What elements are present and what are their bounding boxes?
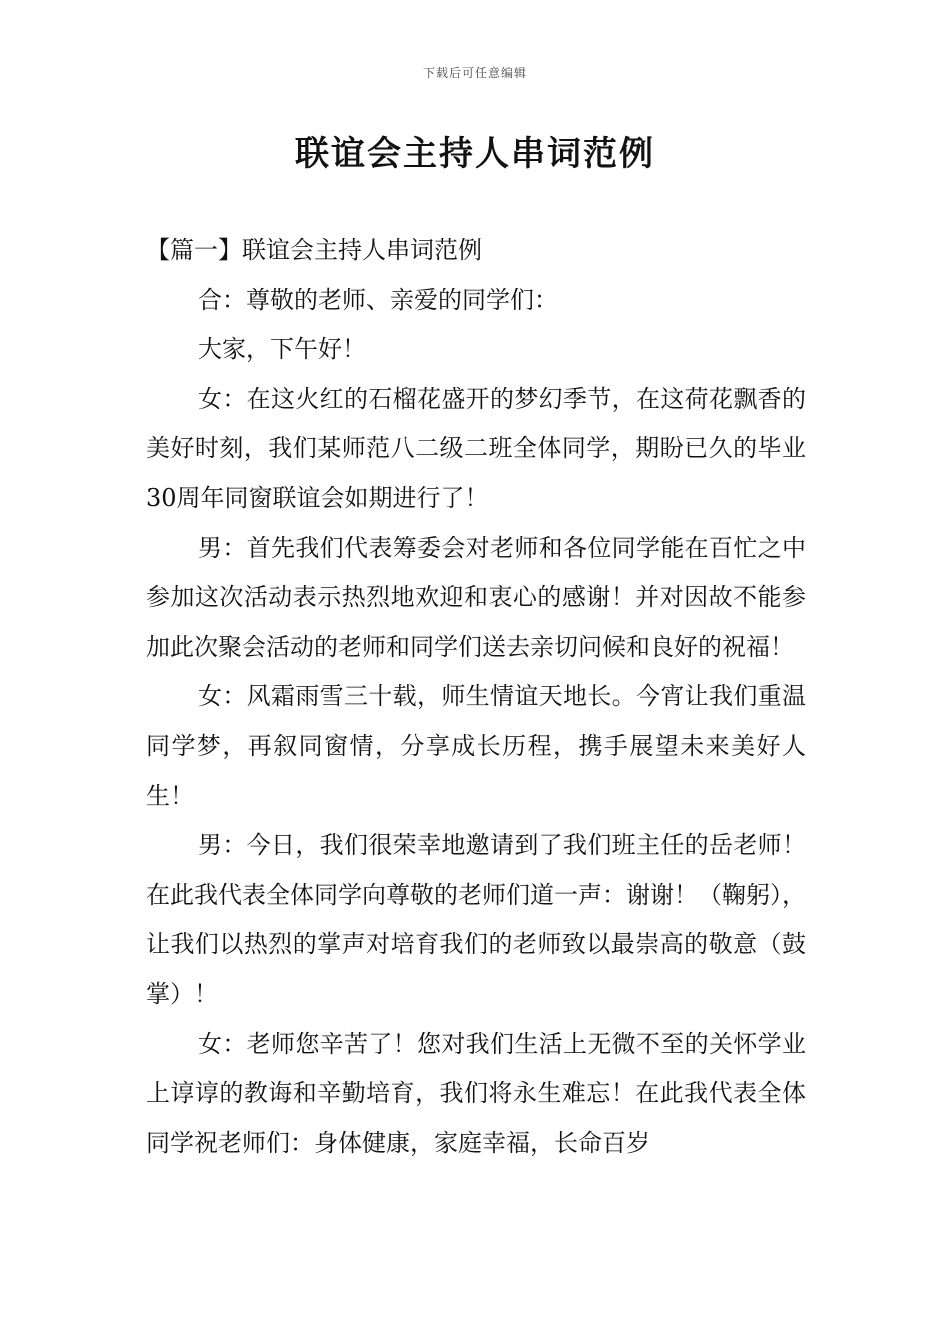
paragraph-male-2: 男：今日，我们很荣幸地邀请到了我们班主任的岳老师！在此我代表全体同学向尊敬的老师们道一声：谢谢！（鞠躬），让我们以热烈的掌声对培育我们的老师致以最崇高的敬意（鼓掌）！: [146, 831, 806, 1008]
paragraph-male-1: 男：首先我们代表筹委会对老师和各位同学能在百忙之中参加这次活动表示热烈地欢迎和衷心的感谢！并对因故不能参加此次聚会活动的老师和同学们送去亲切问候和良好的祝福！: [146, 533, 806, 661]
header-note: 下载后可任意编辑: [422, 66, 527, 80]
paragraph-female-1: 女：在这火红的石榴花盛开的梦幻季节，在这荷花飘香的美好时刻，我们某师范八二级二班全体同学，期盼已久的毕业30周年同窗联谊会如期进行了！: [146, 384, 806, 512]
paragraph-female-2: 女：风霜雨雪三十载，师生情谊天地长。今宵让我们重温同学梦，再叙同窗情，分享成长历程，携手展望未来美好人生！: [146, 682, 806, 810]
document-title: 联谊会主持人串词范例: [295, 134, 655, 174]
paragraph-greeting: 合：尊敬的老师、亲爱的同学们：: [198, 285, 558, 314]
section-heading: 【篇一】联谊会主持人串词范例: [146, 236, 482, 264]
paragraph-female-3: 女：老师您辛苦了！您对我们生活上无微不至的关怀学业上谆谆的教诲和辛勤培育，我们将永生难忘！在此我代表全体同学祝老师们：身体健康，家庭幸福，长命百岁: [146, 1029, 806, 1157]
document-body: [146, 226, 806, 1168]
paragraph-hello: 大家，下午好！: [198, 335, 366, 364]
